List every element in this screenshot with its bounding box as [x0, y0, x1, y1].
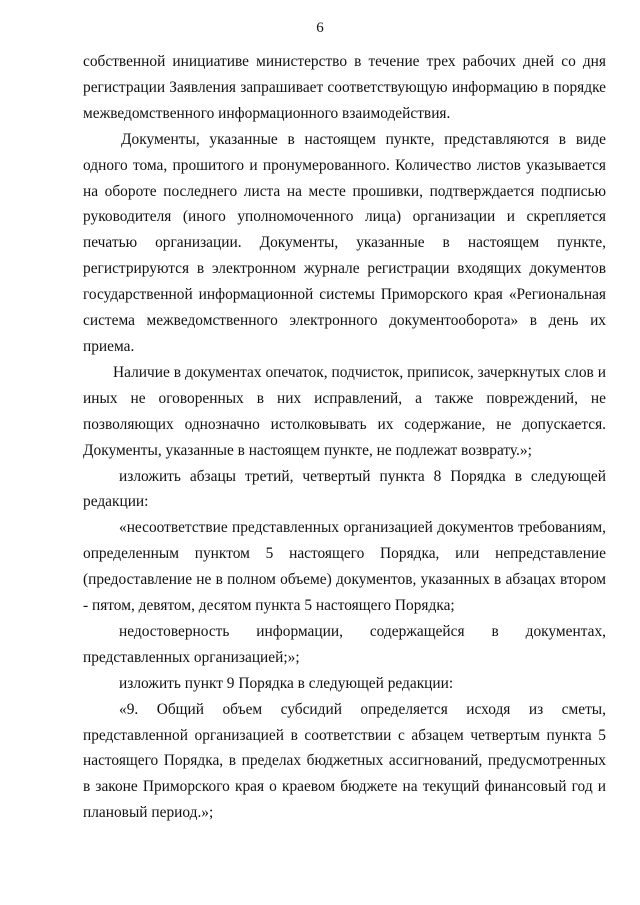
page-number: 6: [316, 20, 324, 36]
paragraph: «несоответствие представленных организацией документов требованиям, определенным пунктом 5 настоящего Порядка, или непредставление (предоставление не в полном объеме) документов, указанных в абзацах втором - пятом, девятом, десятом пункта 5 настоящего Порядка;: [83, 519, 606, 615]
paragraph: недостоверность информации, содержащейся в документах, представленных организацией;»;: [83, 622, 606, 666]
paragraph: Наличие в документах опечаток, подчисток, приписок, зачеркнутых слов и иных не оговоренных в них исправлений, а также повреждений, не позволяющих однозначно истолковывать их содержание, не допускается. Документы, указанные в настоящем пункте, не подлежат возврату.»;: [83, 363, 606, 459]
document-body: [83, 49, 606, 826]
paragraph: Документы, указанные в настоящем пункте, представляются в виде одного тома, прошитого и пронумерованного. Количество листов указывается на обороте последнего листа на месте прошивки, подтверждается подписью руководителя (иного уполномоченного лица) организации и скрепляется печатью организации. Документы, указанные в настоящем пункте, регистрируются в электронном журнале регистрации входящих документов государственной информационной системы Приморского края «Региональная система межведомственного электронного документооборота» в день их приема.: [83, 130, 606, 355]
paragraph: «9. Общий объем субсидий определяется исходя из сметы, представленной организацией в соответствии с абзацем четвертым пункта 5 настоящего Порядка, в пределах бюджетных ассигнований, предусмотренных в законе Приморского края о краевом бюджете на текущий финансовый год и плановый период.»;: [83, 700, 606, 822]
paragraph: изложить абзацы третий, четвертый пункта 8 Порядка в следующей редакции:: [83, 467, 606, 511]
paragraph: изложить пункт 9 Порядка в следующей редакции:: [119, 674, 454, 692]
paragraph: собственной инициативе министерство в течение трех рабочих дней со дня регистрации Заявления запрашивает соответствующую информацию в порядке межведомственного информационного взаимодействия.: [83, 53, 606, 122]
